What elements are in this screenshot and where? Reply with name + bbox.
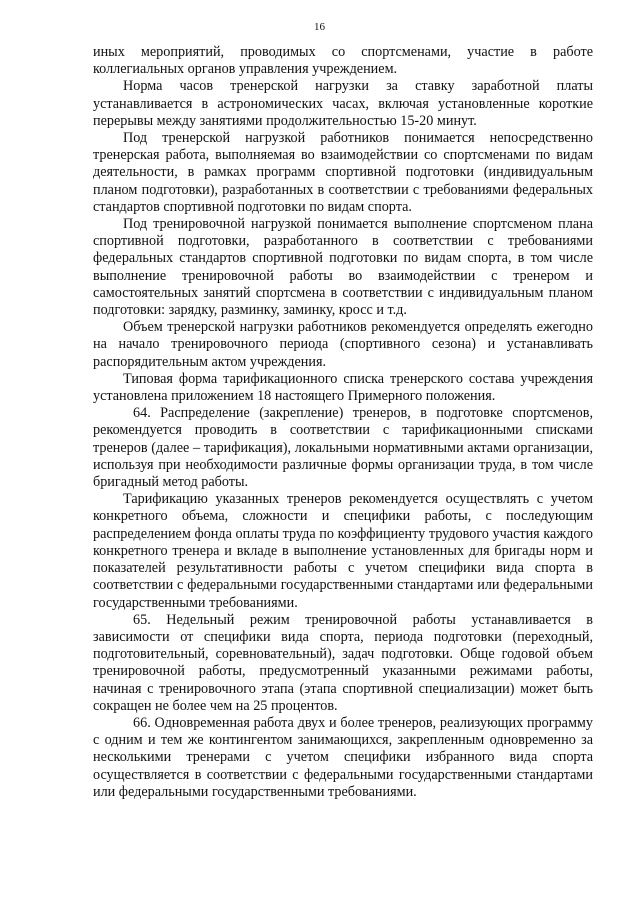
paragraph-continuation: иных мероприятий, проводимых со спортсменами, участие в работе коллегиальных органов управления учреждением. [93, 44, 593, 78]
paragraph-tariffication: Тарификацию указанных тренеров рекомендуется осуществлять с учетом конкретного объема, сложности и специфики работы, с последующим распределением фонда оплаты труда по коэффициенту трудового участия каждого конкретного тренера и вкладе в выполнение установленных для бригады норм и показателей результативности работы с учетом специфики вида спорта в соответствии с федеральными государственными стандартами или федеральными государственными требованиями. [93, 491, 593, 611]
paragraph-training-load: Под тренировочной нагрузкой понимается выполнение спортсменом плана спортивной подготовки, разработанного в соответствии с требованиями федеральных стандартов спортивной подготовки по видам спорта, в том числе выполнение тренировочной работы во взаимодействии с тренером и самостоятельных занятий спортсмена в соответствии с индивидуальным планом подготовки: зарядку, разминку, заминку, кросс и т.д. [93, 216, 593, 319]
paragraph-item-66: 66. Одновременная работа двух и более тренеров, реализующих программу с одним и тем же контингентом занимающихся, закрепленным одновременно за несколькими тренерами с учетом специфики избранного вида спорта осуществляется в соответствии с федеральными государственными стандартами или федеральными государственными требованиями. [93, 714, 593, 800]
page-number: 16 [314, 21, 325, 33]
paragraph-tariff-form: Типовая форма тарификационного списка тренерского состава учреждения установлена приложением 18 настоящего Примерного положения. [93, 370, 593, 405]
paragraph-trainer-load: Под тренерской нагрузкой работников понимается непосредственно тренерская работа, выполняемая во взаимодействии со спортсменами по видам деятельности, в рамках программ спортивной подготовки (индивидуальным планом подготовки), разработанных в соответствии с требованиями федеральных стандартов спортивной подготовки по видам спорта. [93, 130, 593, 215]
paragraph-item-64: 64. Распределение (закрепление) тренеров, в подготовке спортсменов, рекомендуется проводить в соответствии с тарификационными списками тренеров (далее – тарификация), локальными нормативными актами организации, используя при необходимости различные формы организации труда, в том числе бригадный метод работы. [93, 405, 593, 491]
document-body [93, 44, 593, 801]
paragraph-norm-hours: Норма часов тренерской нагрузки за ставку заработной платы устанавливается в астрономических часах, включая установленные короткие перерывы между занятиями продолжительностью 15-20 минут. [93, 78, 593, 129]
paragraph-load-volume: Объем тренерской нагрузки работников рекомендуется определять ежегодно на начало тренировочного периода (спортивного сезона) и устанавливать распорядительным актом учреждения. [93, 319, 593, 370]
paragraph-item-65: 65. Недельный режим тренировочной работы устанавливается в зависимости от специфики вида спорта, периода подготовки (переходный, подготовительный, соревновательный), задач подготовки. Обще годовой объем тренировочной работы, предусмотренный указанными режимами работы, начиная с тренировочного этапа (этапа спортивной специализации) может быть сокращен не более чем на 25 процентов. [93, 611, 593, 714]
